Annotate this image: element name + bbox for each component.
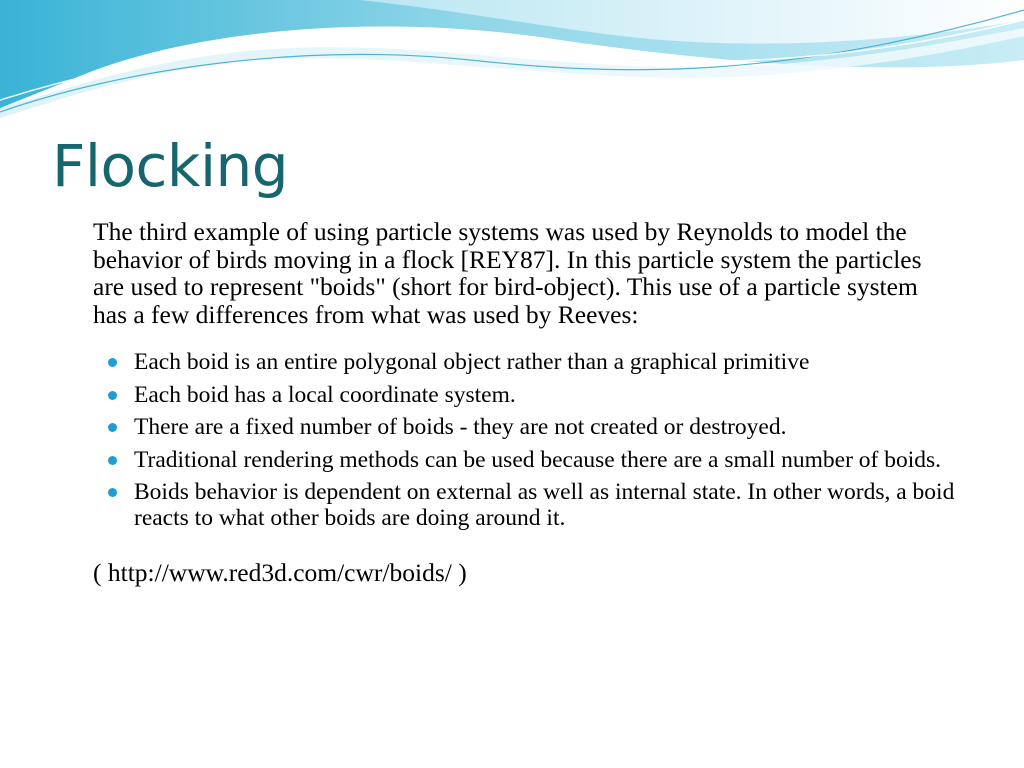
bullet-item: [93, 480, 973, 531]
bullet-text: There are a fixed number of boids - they are not created or destroyed.: [134, 414, 787, 440]
bullet-item: [93, 383, 973, 409]
bullet-text: Each boid is an entire polygonal object rather than a graphical primitive: [134, 349, 810, 375]
bullet-dot-icon: [108, 423, 117, 432]
bullet-item: [93, 415, 973, 441]
bullet-text: Traditional rendering methods can be used because there are a small number of boids.: [134, 446, 942, 473]
bullet-text: Boids behavior is dependent on external as well as internal state. In other words, a boid reacts to what other boids are doing around it.: [134, 479, 955, 531]
bullet-dot-icon: [108, 488, 117, 497]
bullet-item: [93, 448, 973, 474]
reference-link[interactable]: ( http://www.red3d.com/cwr/boids/ ): [93, 558, 467, 587]
bullet-list: [93, 350, 973, 531]
bullet-item: [93, 350, 973, 376]
slide-body: [93, 218, 973, 587]
header-wave-decoration: [0, 0, 1024, 130]
bullet-dot-icon: [108, 358, 117, 367]
intro-paragraph: The third example of using particle systems was used by Reynolds to model the behavior of birds moving in a flock [REY87]. In this particle system the particles are used to represent "boids" (short for bird-object). This use of a particle system has a few differences from what was used by Reeves:: [93, 217, 922, 329]
bullet-text: Each boid has a local coordinate system.: [134, 381, 516, 408]
slide-title: Flocking: [52, 132, 289, 200]
bullet-dot-icon: [108, 456, 117, 465]
bullet-dot-icon: [108, 391, 117, 400]
